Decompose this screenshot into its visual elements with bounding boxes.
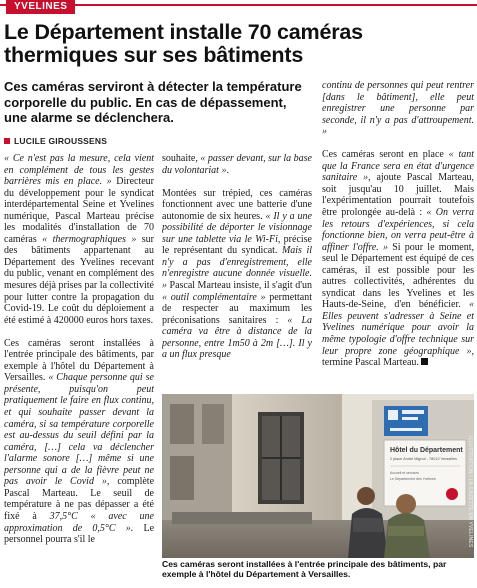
quote-text: « La caméra va être à distance de la personne, entre 1m50 à 2m […]. Il y a un flux presque — [162, 314, 312, 361]
plaque-logo-icon — [446, 488, 458, 500]
quote-text: 37,5°C « avec une approximation de 0,5°C ». — [4, 510, 154, 534]
article-paragraph — [322, 80, 474, 138]
quote-text: « thermographiques » — [42, 233, 137, 245]
body-text: permettant de respecter au maximum les préconisations sanitaires : — [162, 291, 312, 326]
body-text: Ces caméras seront en place — [322, 149, 449, 161]
body-text: Le personnel pourra s'il le — [4, 522, 154, 546]
article-paragraph — [322, 149, 474, 368]
article-column-3 — [322, 80, 474, 388]
body-text: , précise le représentant du syndicat. — [162, 233, 312, 257]
quote-text: continu de personnes qui peut rentrer [dans le bâtiment], elle peut enregistrer une personne par seconde, il n'y a pas d'attroupement. » — [322, 80, 474, 138]
quote-text: « outil complémentaire » — [162, 291, 266, 303]
body-text: Directeur du développement pour le syndicat interdépartemental Seine et Yvelines numérique, Pascal Marteau précise les modalités d'installation de 70 caméras — [4, 176, 154, 245]
plaque-address: 2 place André Mignot - 78012 Versailles — [390, 457, 457, 461]
body-text: , complète Pascal Marteau. Le seuil de température à ne pas dépasser a été fixé à — [4, 476, 154, 522]
article-paragraph — [4, 153, 154, 326]
photo-illustration — [162, 394, 474, 558]
article-paragraph — [162, 153, 312, 176]
body-text: , ajoute Pascal Marteau, soit jusqu'au 10 juillet. Mais l'expérimentation pourrait toutefois être prolongée au-delà : — [322, 172, 474, 219]
article-column-1 — [4, 153, 154, 585]
byline — [4, 135, 204, 147]
body-text: Si pour le moment, seul le Département est équipé de ces caméras, il est possible pour les autres collectivités, adhérentes du syndicat dans les Yvelines et les Hauts-de-Seine, d'en bénéficier. — [322, 241, 474, 311]
body-text: . — [226, 164, 229, 176]
headline: Le Département installe 70 caméras thermiques sur ses bâtiments — [4, 20, 363, 67]
body-text: sur des bâtiments appartenant au Département des Yvelines recevant du public, venant en complément des mesures déjà prises par la collectivité pour lutter contre la propagation du Covid-19. Le coût du déploiement a été estimé à 420000 euros hors taxes. — [4, 233, 154, 326]
quote-text: Mais il n'y a pas d'enregistrement, elle n'enregistre aucune donnée visuelle. » — [162, 245, 312, 292]
article-paragraph — [162, 188, 312, 361]
section-bar — [0, 0, 477, 22]
quote-text: « tant que la France sera en état d'urgence sanitaire » — [322, 149, 474, 184]
photo-credit — [466, 436, 474, 556]
quote-text: « Il y a une possibilité de déporter le visionnage sur une tablette via le Wi-Fi — [162, 210, 312, 245]
article-column-2 — [162, 153, 312, 390]
photo-caption: Ces caméras seront installées à l'entrée principale des bâtiments, par exemple à l'hôtel du Département à Versailles. — [162, 559, 447, 579]
body-text: souhaite, — [162, 153, 201, 164]
plaque-title: Hôtel du Département — [390, 447, 463, 454]
byline-square-icon — [4, 138, 10, 144]
quote-text: « On verra les retours d'expériences, si cela fonctionne bien, on verra peut-être à affiner l'offre. » — [322, 207, 474, 253]
article-paragraph — [4, 338, 154, 546]
body-text: Ces caméras seront installées à l'entrée principale des bâtiments, par exemple à l'hôtel du Département à Versailles. — [4, 337, 154, 384]
quote-text: « Elles peuvent s'adresser à Seine et Yvelines numérique pour avoir la même typologie d'offre technique sur leur propre zone géographique » — [322, 299, 474, 357]
plaque-small-2: Le Département des Yvelines — [390, 477, 436, 481]
quote-text: « passer devant, sur la base du volontariat » — [162, 153, 312, 176]
plaque-small-1: Accueil et services — [390, 471, 419, 475]
end-of-article-mark — [421, 358, 428, 365]
body-text: , termine Pascal Marteau. — [322, 345, 474, 369]
photo-credit-text: ILLUSTRATION / LA GAZETTE EN YVELINES — [467, 436, 473, 548]
quote-text: « Chaque personne qui se présente, puisqu'on peut pratiquement le faire en flux continu, et qui souhaite passer devant la caméra, si sa température corporelle est au-dessus du seuil défini par la caméra, […] cela va déclencher l'alarme sonore […] même si une personne qui a de la fièvre peut ne pas avoir le Covid » — [4, 372, 154, 488]
standfirst: Ces caméras serviront à détecter la température corporelle du public. En cas de dépassement, une alarme se déclenchera. — [4, 79, 302, 125]
body-text: Montées sur trépied, ces caméras fonctionnent avec une batterie d'une autonomie de six heures. — [162, 187, 312, 222]
byline-author: LUCILE GIROUSSENS — [14, 136, 108, 146]
article-photo — [162, 394, 474, 558]
quote-text: « Ce n'est pas la mesure, cela vient en complément de tous les gestes barrières mis en place. » — [4, 153, 154, 188]
body-text: Pascal Marteau insiste, il s'agit d'un — [167, 280, 312, 292]
section-tag: YVELINES — [6, 0, 75, 14]
